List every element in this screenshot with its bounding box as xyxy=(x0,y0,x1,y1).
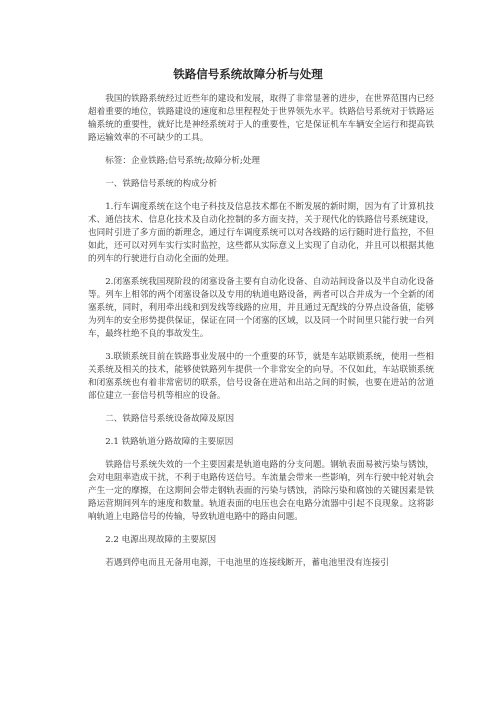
paragraph-interlocking-system: 3.联锁系统目前在铁路事业发展中的一个重要的环节，就是车站联锁系统，使用一些相关系统及相关的技术，能够使铁路列车提供一个非常安全的向导。不仅如此，车站联锁系统和闭塞系统也有着非常密切的联系，信号设备在进站和出站之间的时候，也要在进站的岔道部位建立一套信号机等相应的设备。 xyxy=(88,351,434,402)
paragraph-dispatch-system: 1.行车调度系统在这个电子科技及信息技术都在不断发展的新时期，因为有了计算机技术、通信技术、信息化技术及自动化控制的多方面支持，关于现代化的铁路信号系统建设，也同时引进了多方面的新理念，通过行车调度系统可以对各线路的运行随时进行监控，不但如此，还可以对列车实行实时监控，这些都从实际意义上实现了自动化，并且可以根据其他的列车的行驶进行自动化全面的处理。 xyxy=(88,201,434,264)
abstract-paragraph: 我国的铁路系统经过近些年的建设和发展，取得了非常显著的进步，在世界范围内已经超着重要的地位，铁路建设的速度和总里程程处于世界领先水平。铁路信号系统对于铁路运输系统的重要性，就好比是神经系统对于人的重要性，它是保证机车车辆安全运行和提高铁路运输效率的不可缺少的工具。 xyxy=(88,94,434,144)
section-heading-1: 一、铁路信号系统的构成分析 xyxy=(105,178,217,189)
document-title: 铁路信号系统故障分析与处理 xyxy=(173,67,323,81)
paragraph-power-failure: 若遇到停电而且无备用电源，干电池里的连接线断开，蓄电池里没有连接引 xyxy=(105,557,389,568)
paragraph-track-shunting: 铁路信号系统失效的一个主要因素是轨道电路的分支问题。钢轨表面易被污染与锈蚀，会对电阻率造成干扰，不利于电路传送信号。车流量会带来一些影响，列车行驶中轮对轨会产生一定的摩擦，在这期间会带走钢轨表面的污染与锈蚀，消除污染和腐蚀的关键因素是铁路运营期间列车的速度和数量。轨道表面的电压也会在电路分流器中引起不良现象。这将影响轨道上电路信号的传输，导致轨道电路中的路由问题。 xyxy=(88,459,434,522)
subsection-heading-2-1: 2.1 铁路轨道分路故障的主要原因 xyxy=(105,436,234,447)
paragraph-block-system: 2.闭塞系统我国现阶段的闭塞设备主要有自动化设备、自动站间设备以及半自动化设备等。列车上相邻的两个闭塞设备以及专用的轨道电路设备，两者可以合并成为一个全新的闭塞系统，同时，利用牵出线和到发线等线路的应用，并且通过无配线的分界点设备值，能够为列车的安全形势提供保证，保证在同一个闭塞的区域，以及同一个时间里只能行驶一台列车，最终杜绝不良的事故发生。 xyxy=(88,276,434,340)
section-heading-2: 二、铁路信号系统设备故障及原因 xyxy=(105,414,235,424)
keywords-line: 标签：企业铁路;信号系统;故障分析;处理 xyxy=(105,156,260,167)
subsection-heading-2-2: 2.2 电源出现故障的主要原因 xyxy=(105,534,217,545)
